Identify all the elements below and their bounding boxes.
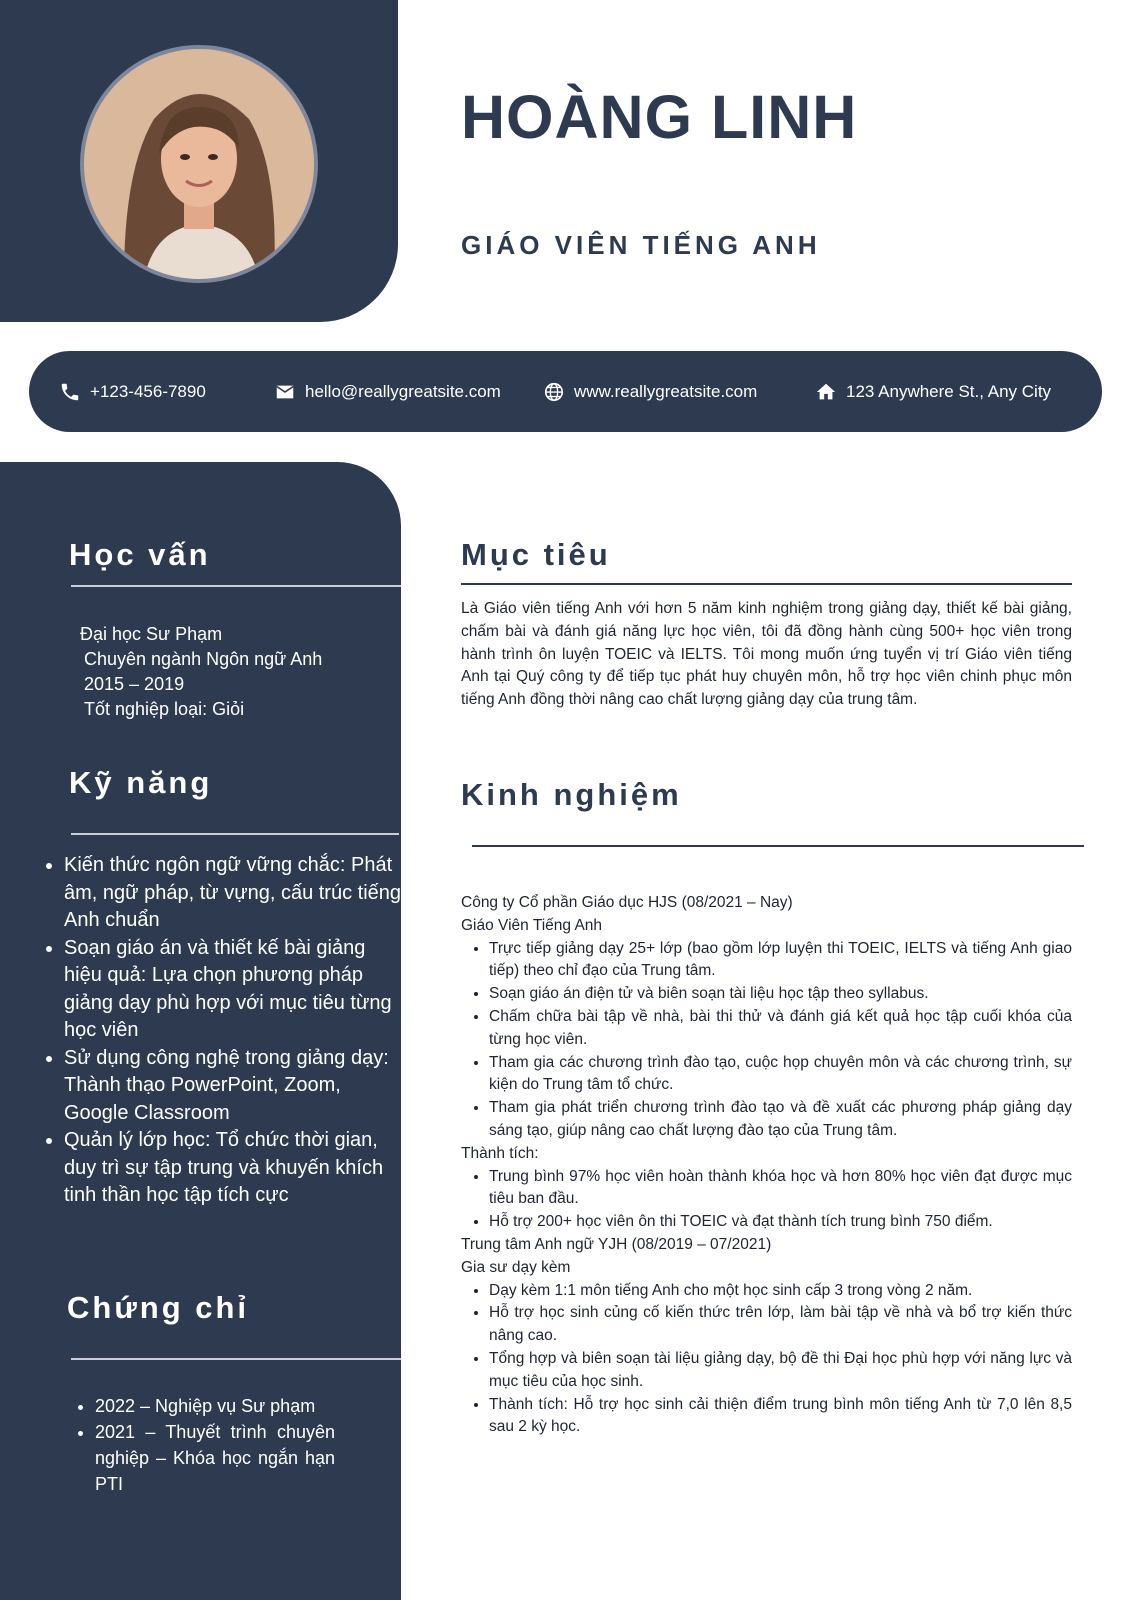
education-major: Chuyên ngành Ngôn ngữ Anh bbox=[84, 649, 323, 669]
home-icon bbox=[815, 381, 837, 403]
job1-achievements bbox=[461, 1166, 1072, 1234]
contact-bar bbox=[29, 351, 1102, 432]
job1-achievements-label: Thành tích: bbox=[461, 1144, 539, 1162]
job-title: GIÁO VIÊN TIẾNG ANH bbox=[461, 230, 821, 260]
objective-divider bbox=[461, 583, 1072, 585]
job1-company: Công ty Cổ phần Giáo dục HJS (08/2021 – Nay) bbox=[461, 894, 793, 911]
certificates-list bbox=[71, 1393, 335, 1497]
email-text: hello@reallygreatsite.com bbox=[305, 381, 501, 401]
objective-heading: Mục tiêu bbox=[461, 537, 611, 572]
website-text: www.reallygreatsite.com bbox=[574, 381, 758, 401]
certificates-heading: Chứng chỉ bbox=[67, 1290, 250, 1325]
list-item: • Dạy kèm 1:1 môn tiếng Anh cho một học sinh cấp 3 trong vòng 2 năm. bbox=[489, 1280, 1072, 1303]
experience-divider bbox=[472, 845, 1084, 847]
list-item: • Soạn giáo án điện tử và biên soạn tài liệu học tập theo syllabus. bbox=[489, 983, 1072, 1006]
list-item: • 2022 – Nghiệp vụ Sư phạm bbox=[95, 1393, 335, 1419]
job2-role: Gia sư dạy kèm bbox=[461, 1258, 571, 1276]
education-years: 2015 – 2019 bbox=[84, 674, 185, 694]
phone-text: +123-456-7890 bbox=[90, 381, 206, 401]
list-item: • Soạn giáo án và thiết kế bài giảng hiệu quả: Lựa chọn phương pháp giảng dạy phù hợp với mục tiêu từng học viên bbox=[64, 935, 404, 1045]
list-item: • Thành tích: Hỗ trợ học sinh cải thiện điểm trung bình môn tiếng Anh từ 7,0 lên 8,5 sau 2 kỳ học. bbox=[489, 1394, 1072, 1440]
mail-icon bbox=[274, 381, 296, 403]
job2-company: Trung tâm Anh ngữ YJH (08/2019 – 07/2021) bbox=[461, 1235, 772, 1253]
list-item: • 2021 – Thuyết trình chuyên nghiệp – Khóa học ngắn hạn PTI bbox=[95, 1419, 335, 1497]
job2-duties bbox=[461, 1280, 1072, 1440]
list-item: • Trung bình 97% học viên hoàn thành khóa học và hơn 80% học viên đạt được mục tiêu ban đầu. bbox=[489, 1166, 1072, 1212]
person-portrait-icon bbox=[84, 49, 314, 279]
education-heading: Học vấn bbox=[69, 537, 211, 572]
list-item: • Sử dụng công nghệ trong giảng dạy: Thành thạo PowerPoint, Zoom, Google Classroom bbox=[64, 1045, 404, 1128]
skills-divider bbox=[71, 833, 399, 835]
candidate-name: HOÀNG LINH bbox=[461, 83, 858, 151]
skills-list bbox=[38, 852, 404, 1210]
profile-photo bbox=[80, 45, 318, 283]
skills-heading: Kỹ năng bbox=[69, 765, 213, 800]
list-item: • Quản lý lớp học: Tổ chức thời gian, duy trì sự tập trung và khuyến khích tinh thần học tập tích cực bbox=[64, 1127, 404, 1210]
list-item: • Trực tiếp giảng dạy 25+ lớp (bao gồm lớp luyện thi TOEIC, IELTS và tiếng Anh giao tiếp) theo chỉ đạo của Trung tâm. bbox=[489, 938, 1072, 984]
objective-text: Là Giáo viên tiếng Anh với hơn 5 năm kinh nghiệm trong giảng dạy, thiết kế bài giảng, chấm bài và đánh giá năng lực học viên, tôi đã đồng hành cùng 500+ học viên trong hành trình ôn luyện TOEIC và IELTS. Tôi mong muốn ứng tuyển vị trí Giáo viên tiếng Anh tại Quý công ty để tiếp tục phát huy chuyên môn, hỗ trợ học viên chinh phục môn tiếng Anh đồng thời nâng cao chất lượng giảng dạy của trung tâm. bbox=[461, 600, 1072, 709]
contact-website bbox=[543, 351, 757, 432]
contact-address bbox=[815, 351, 1051, 432]
phone-icon bbox=[59, 381, 81, 403]
list-item: • Kiến thức ngôn ngữ vững chắc: Phát âm, ngữ pháp, từ vựng, cấu trúc tiếng Anh chuẩn bbox=[64, 852, 404, 935]
education-divider bbox=[71, 585, 401, 587]
address-text: 123 Anywhere St., Any City bbox=[846, 381, 1052, 401]
job1-role: Giáo Viên Tiếng Anh bbox=[461, 916, 603, 934]
contact-email bbox=[274, 351, 501, 432]
list-item: • Hỗ trợ 200+ học viên ôn thi TOEIC và đạt thành tích trung bình 750 điểm. bbox=[489, 1211, 1072, 1234]
job1-duties bbox=[461, 938, 1072, 1143]
globe-icon bbox=[543, 381, 565, 403]
list-item: • Tham gia phát triển chương trình đào tạo và đề xuất các phương pháp giảng dạy sáng tạo, giúp nâng cao chất lượng đào tạo của Trung tâm. bbox=[489, 1097, 1072, 1143]
list-item: • Hỗ trợ học sinh củng cố kiến thức trên lớp, làm bài tập về nhà và bổ trợ kiến thức nâng cao. bbox=[489, 1302, 1072, 1348]
certificates-divider bbox=[71, 1358, 401, 1360]
education-school: Đại học Sư Phạm bbox=[80, 624, 223, 644]
experience-heading: Kinh nghiệm bbox=[461, 777, 682, 812]
list-item: • Chấm chữa bài tập về nhà, bài thi thử và đánh giá kết quả học tập cuối khóa của từng học viên. bbox=[489, 1006, 1072, 1052]
experience-section bbox=[461, 892, 1072, 1439]
list-item: • Tham gia các chương trình đào tạo, cuộc họp chuyên môn và các chương trình, sự kiện do Trung tâm tổ chức. bbox=[489, 1052, 1072, 1098]
education-details bbox=[80, 622, 322, 722]
contact-phone bbox=[59, 351, 206, 432]
list-item: • Tổng hợp và biên soạn tài liệu giảng dạy, bộ đề thi Đại học phù hợp với năng lực và mục tiêu của học sinh. bbox=[489, 1348, 1072, 1394]
education-grade: Tốt nghiệp loại: Giỏi bbox=[84, 699, 245, 719]
